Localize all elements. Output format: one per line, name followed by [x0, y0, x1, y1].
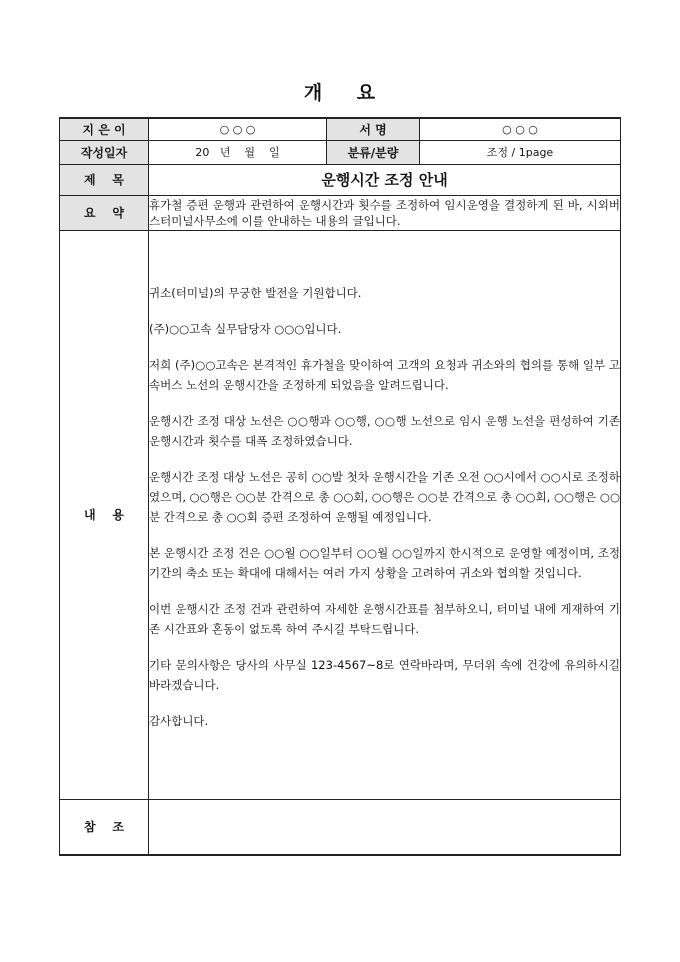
document-title: 개 요: [303, 82, 377, 104]
content-paragraph: 운행시간 조정 대상 노선은 ○○행과 ○○행, ○○행 노선으로 임시 운행 노선을 편성하여 기존 운행시간과 횟수를 대폭 조정하였습니다.: [149, 413, 620, 448]
author-row: [60, 118, 621, 140]
content-body: [149, 230, 621, 799]
date-value: 20 년 월 일: [149, 140, 327, 164]
author-value: ○ ○ ○: [149, 118, 327, 140]
content-paragraph: 이번 운행시간 조정 건과 관련하여 자세한 운행시간표를 첨부하오니, 터미널 내에 게재하여 기존 시간표와 혼동이 없도록 하여 주시길 부탁드립니다.: [149, 601, 620, 636]
subject-value: 운행시간 조정 안내: [149, 164, 621, 195]
reference-value: [149, 799, 621, 855]
content-paragraph: 운행시간 조정 대상 노선은 공히 ○○발 첫차 운행시간을 기존 오전 ○○시에서 ○○시로 조정하였으며, ○○행은 ○○분 간격으로 총 ○○회, ○○행은 ○○분 간격으로 총 ○○회, ○○행은 ○○분 간격으로 총 ○○회 증편 조정하여 운행될 예정입니다.: [149, 469, 620, 524]
author-label: 지 은 이: [60, 118, 149, 140]
summary-value: 휴가철 증편 운행과 관련하여 운행시간과 횟수를 조정하여 임시운영을 결정하게 된 바, 시외버스터미널사무소에 이를 안내하는 내용의 글입니다.: [149, 195, 621, 230]
summary-row: [60, 195, 621, 230]
content-label: 내 용: [60, 230, 149, 799]
category-value: 조정 / 1page: [420, 140, 621, 164]
content-paragraph: 본 운행시간 조정 건은 ○○월 ○○일부터 ○○월 ○○일까지 한시적으로 운영할 예정이며, 조정기간의 축소 또는 확대에 대해서는 여러 가지 상황을 고려하여 귀소와 협의할 것입니다.: [149, 545, 620, 580]
signature-label: 서 명: [327, 118, 420, 140]
content-paragraph: (주)○○고속 실무담당자 ○○○입니다.: [149, 321, 342, 336]
content-paragraph: 저희 (주)○○고속은 본격적인 휴가철을 맞이하여 고객의 요청과 귀소와의 협의를 통해 일부 고속버스 노선의 운행시간을 조정하게 되었음을 알려드립니다.: [149, 357, 620, 392]
signature-value: ○ ○ ○: [420, 118, 621, 140]
summary-table: [59, 117, 621, 856]
subject-row: [60, 164, 621, 195]
content-paragraph: 감사합니다.: [149, 713, 209, 728]
reference-label: 참 조: [60, 799, 149, 855]
category-label: 분류/분량: [327, 140, 420, 164]
content-paragraph: 귀소(터미널)의 무궁한 발전을 기원합니다.: [149, 285, 362, 300]
subject-label: 제 목: [60, 164, 149, 195]
reference-row: [60, 799, 621, 855]
date-label: 작성일자: [60, 140, 149, 164]
content-paragraph: 기타 문의사항은 당사의 사무실 123-4567~8로 연락바라며, 무더위 속에 건강에 유의하시길 바라겠습니다.: [149, 657, 620, 692]
date-row: [60, 140, 621, 164]
summary-label: 요 약: [60, 195, 149, 230]
content-row: [60, 230, 621, 799]
